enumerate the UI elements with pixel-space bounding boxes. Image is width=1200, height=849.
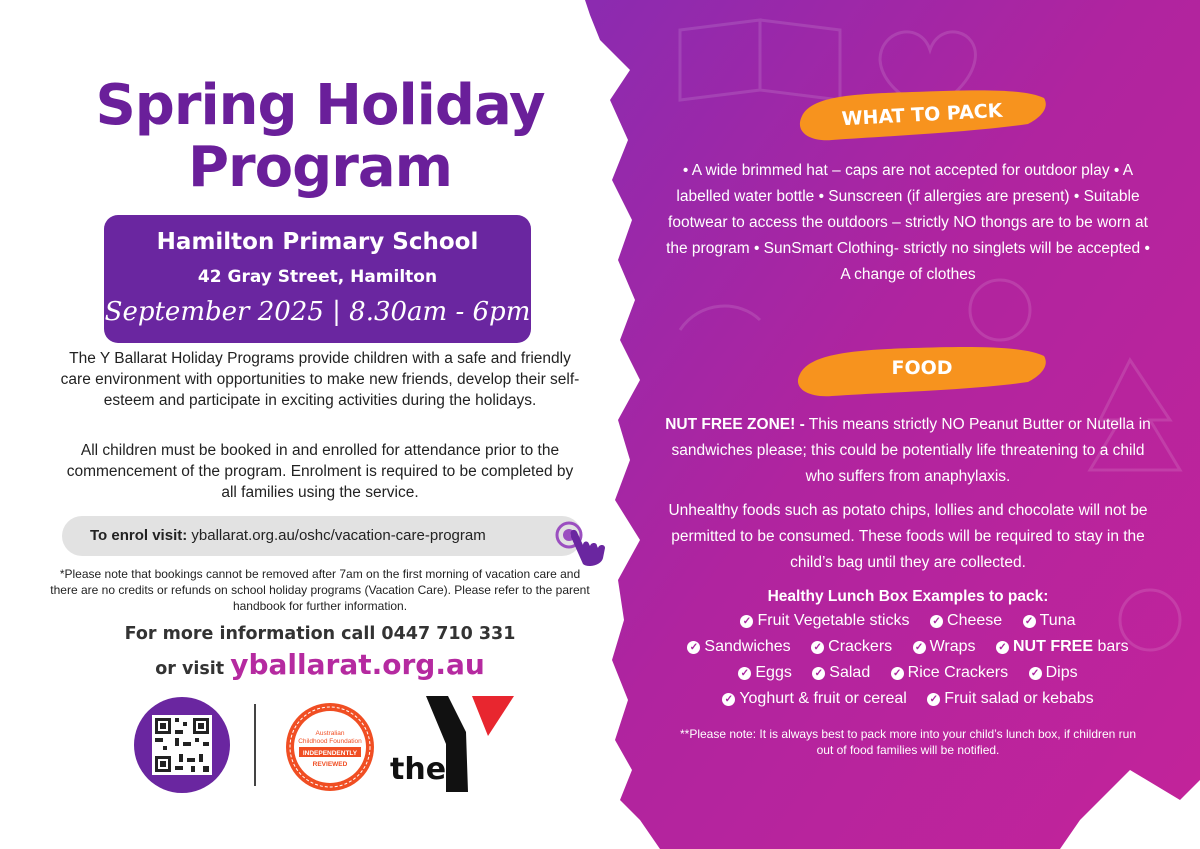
pack-list: • A wide brimmed hat – caps are not accepted for outdoor play • A labelled water bottle • Sunscreen (if allergies are present) • Suitable footwear to access the outdoors – strictly NO thongs are to be worn at the program • SunSmart Clothing- strictly no singlets will be accepted • A change of clothes	[666, 162, 1150, 283]
contact-web	[50, 648, 590, 681]
the-y-word: the	[390, 752, 447, 787]
check-icon: ✓	[1029, 667, 1042, 680]
booking-note: *Please note that bookings cannot be removed after 7am on the first morning of vacation care and there are no credits or refunds on school holiday programs (Vacation Care). Please refer to the parent handbook for further information.	[50, 567, 590, 613]
lunch-item: ✓ Rice Crackers	[891, 664, 1008, 682]
nut-free-paragraph	[660, 412, 1156, 490]
lunch-item: ✓ Fruit salad or kebabs	[927, 690, 1093, 708]
lunch-note: **Please note: It is always best to pack more into your child’s lunch box, if children run out of food families will be notified.	[680, 727, 1137, 757]
lunch-item: ✓ Tuna	[1023, 612, 1076, 630]
qr-code-icon	[134, 697, 230, 793]
lunch-item: ✓ Yoghurt & fruit or cereal	[722, 690, 907, 708]
lunch-item: ✓ Dips	[1029, 664, 1078, 682]
enrol-link[interactable]: yballarat.org.au/oshc/vacation-care-program	[191, 527, 486, 544]
lunch-item: ✓ Sandwiches	[687, 638, 790, 656]
check-icon: ✓	[930, 615, 943, 628]
lunch-row-1	[660, 612, 1156, 630]
enrol-banner	[62, 516, 582, 556]
lunch-item: ✓ Cheese	[930, 612, 1002, 630]
qr-code-badge	[134, 697, 230, 793]
check-icon: ✓	[740, 615, 753, 628]
title-line-1: Spring Holiday	[95, 73, 545, 138]
logo-divider	[254, 704, 256, 786]
click-hand-icon	[553, 520, 609, 570]
acf-line-2: Childhood Foundation	[298, 738, 362, 745]
venue-box	[104, 215, 531, 343]
website-link[interactable]: yballarat.org.au	[230, 648, 485, 681]
intro-paragraph-2: All children must be booked in and enrolled for attendance prior to the commencement of the program. Enrolment is required to be completed by all families using the service.	[66, 442, 574, 501]
acf-line-3: INDEPENDENTLY	[302, 750, 358, 757]
title-line-2: Program	[188, 135, 452, 200]
page-title	[40, 75, 600, 199]
acf-line-1: Australian	[315, 730, 345, 737]
lunch-row-2	[660, 638, 1156, 656]
nut-free-text: This means strictly NO Peanut Butter or Nutella in sandwiches please; this could be potentially life threatening to a child who suffers from anaphylaxis.	[671, 416, 1151, 485]
acf-independently-reviewed-badge	[283, 700, 377, 794]
check-icon: ✓	[927, 693, 940, 706]
venue-dates: September 2025 | 8.30am - 6pm	[104, 297, 531, 327]
lunch-item: ✓ Eggs	[738, 664, 791, 682]
pack-heading: WHAT TO PACK	[841, 99, 1003, 131]
lunch-item: ✓ Salad	[812, 664, 870, 682]
lunch-item: ✓ NUT FREE bars	[996, 638, 1129, 656]
check-icon: ✓	[687, 641, 700, 654]
intro-paragraph-1: The Y Ballarat Holiday Programs provide children with a safe and friendly care environment with opportunities to make new friends, develop their self-esteem and participate in exciting activities during the holidays.	[60, 350, 580, 409]
check-icon: ✓	[812, 667, 825, 680]
contact-phone: For more information call 0447 710 331	[124, 624, 516, 644]
venue-name: Hamilton Primary School	[156, 229, 479, 255]
check-icon: ✓	[1023, 615, 1036, 628]
acf-line-4: REVIEWED	[312, 761, 348, 768]
check-icon: ✓	[996, 641, 1009, 654]
lunch-box-title: Healthy Lunch Box Examples to pack:	[767, 588, 1049, 605]
check-icon: ✓	[738, 667, 751, 680]
enrol-label: To enrol visit:	[90, 527, 188, 544]
unhealthy-food-paragraph: Unhealthy foods such as potato chips, lollies and chocolate will not be permitted to be consumed. These foods will be required to stay in the child’s bag until they are collected.	[668, 502, 1148, 571]
lunch-row-4	[660, 690, 1156, 708]
lunch-item: ✓ Fruit Vegetable sticks	[740, 612, 909, 630]
lunch-item: ✓ Crackers	[811, 638, 892, 656]
check-icon: ✓	[722, 693, 735, 706]
check-icon: ✓	[913, 641, 926, 654]
lunch-item: ✓ Wraps	[913, 638, 976, 656]
lunch-row-3	[660, 664, 1156, 682]
visit-prefix: or visit	[155, 659, 225, 679]
check-icon: ✓	[891, 667, 904, 680]
nut-free-label: NUT FREE ZONE! -	[665, 416, 805, 433]
food-heading: FOOD	[891, 357, 953, 379]
check-icon: ✓	[811, 641, 824, 654]
venue-address: 42 Gray Street, Hamilton	[197, 267, 438, 287]
